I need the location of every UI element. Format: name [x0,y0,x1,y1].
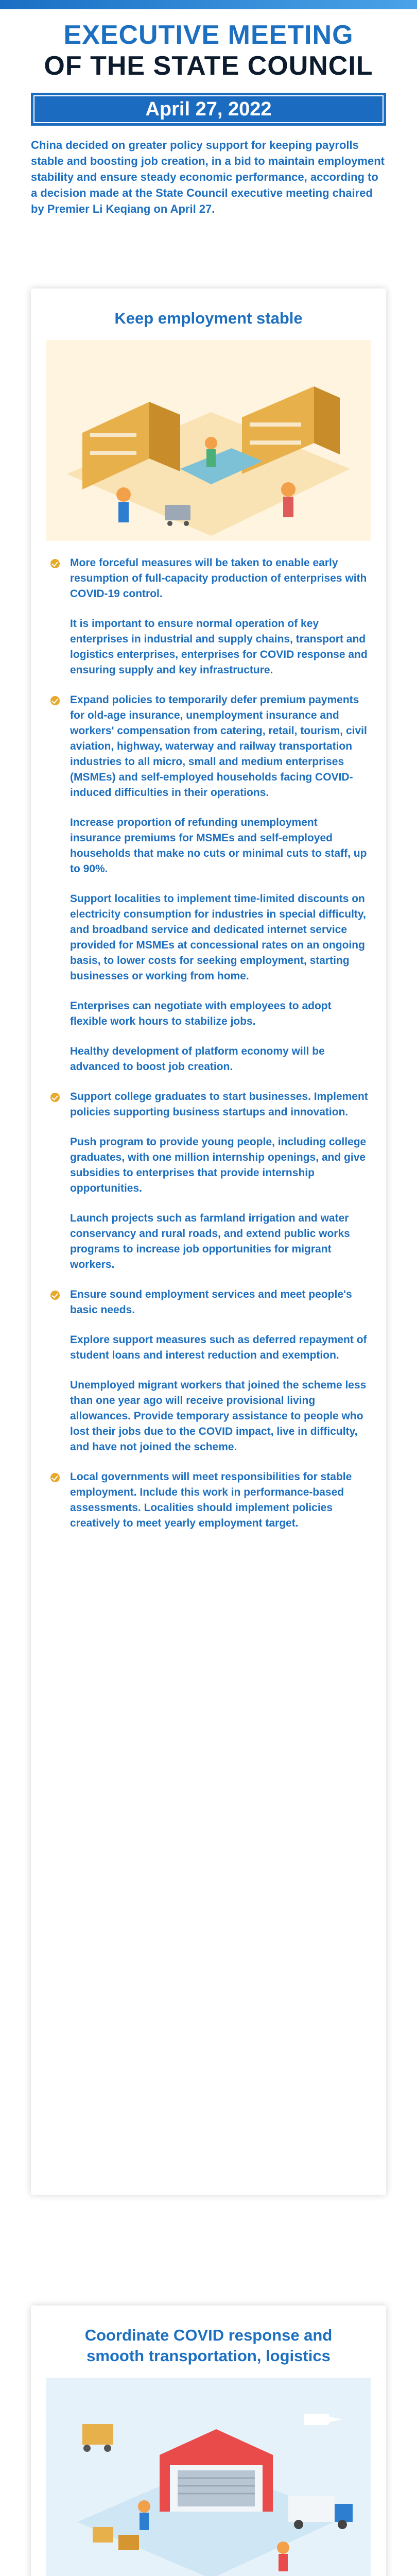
page-title [0,9,417,81]
supermarket-illustration [46,340,371,541]
supermarket-illustration-svg [46,340,371,541]
item-paragraph: It is important to ensure normal operation of key enterprises in industrial and supply chains, transport and logistics enterprises, enterprises for COVID response and ensuring supply and key infrastructure. [70,618,368,676]
intro-paragraph: China decided on greater policy support for keeping payrolls stable and boosting job creation, in a bid to maintain employment stability and ensure steady economic performance, according to a decision made at the State Council executive meeting chaired by Premier Li Keqiang on April 27. [31,139,385,215]
section-logistics-card [31,2306,386,2576]
date-banner: April 27, 2022 [31,93,386,126]
top-accent-bar [0,0,417,9]
check-bullet-icon [50,1473,60,1482]
logistics-warehouse-illustration [46,2378,371,2576]
check-bullet-icon [50,696,60,705]
item-paragraph: Push program to provide young people, including college graduates, with one million internship openings, and give subsidies to enterprises that provide internship opportunities. [70,1136,367,1194]
item-paragraph: Explore support measures such as deferred repayment of student loans and interest reduction and exemption. [70,1334,367,1361]
item-paragraph: Healthy development of platform economy will be advanced to boost job creation. [70,1045,325,1073]
section-logistics-title [31,2306,386,2366]
item-paragraph: Expand policies to temporarily defer premium payments for old-age insurance, unemployment insurance and workers' compensation from catering, retail, tourism, civil aviation, highway, waterway and railway transportation industries to all micro, small and medium enterprises (MSMEs) and self-employed households facing COVID-induced difficulties in their operations. [70,694,367,799]
item-paragraph: Local governments will meet responsibilities for stable employment. Include this work in performance-based assessments. Localities should implement policies creatively to meet yearly employment target. [70,1471,352,1529]
section-logistics-title-line-2: smooth transportation, logistics [86,2347,331,2365]
employment-item-5 [47,1469,370,1531]
title-line-1: EXECUTIVE MEETING [63,20,354,50]
item-paragraph: Increase proportion of refunding unemployment insurance premiums for MSMEs and self-employed households that make no cuts or minimal cuts to staff, up to 90%. [70,817,367,875]
employment-item-4 [47,1287,370,1455]
item-paragraph: Launch projects such as farmland irrigation and water conservancy and rural roads, and extend public works programs to increase job opportunities for migrant workers. [70,1212,350,1270]
item-paragraph: More forceful measures will be taken to enable early resumption of full-capacity production of enterprises with COVID-19 control. [70,557,367,600]
item-paragraph: Unemployed migrant workers that joined the scheme less than one year ago will receive provisional living allowances. Provide temporary assistance to people who lost their jobs due to the COVID impact, live in difficulty, and have not joined the scheme. [70,1379,367,1453]
item-paragraph: Support college graduates to start businesses. Implement policies supporting business startups and innovation. [70,1091,368,1118]
employment-item-3 [47,1089,370,1273]
check-bullet-icon [50,1093,60,1102]
check-bullet-icon [50,559,60,568]
item-paragraph: Support localities to implement time-limited discounts on electricity consumption for industries in special difficulty, and broadband service and dedicated internet service provided for MSMEs at concessional rates on an ongoing basis, to lower costs for seeking employment, starting businesses or working from home. [70,893,366,982]
section-employment-card [31,289,386,2195]
employment-item-2 [47,692,370,1075]
employment-item-1 [47,555,370,678]
item-paragraph: Enterprises can negotiate with employees to adopt flexible work hours to stabilize jobs. [70,1000,332,1027]
logistics-illustration-svg [46,2378,371,2576]
title-line-2: OF THE STATE COUNCIL [44,51,373,81]
section-logistics-title-line-1: Coordinate COVID response and [84,2326,333,2344]
item-paragraph: Ensure sound employment services and meet people's basic needs. [70,1289,352,1316]
check-bullet-icon [50,1291,60,1300]
section-employment-title: Keep employment stable [114,309,303,327]
